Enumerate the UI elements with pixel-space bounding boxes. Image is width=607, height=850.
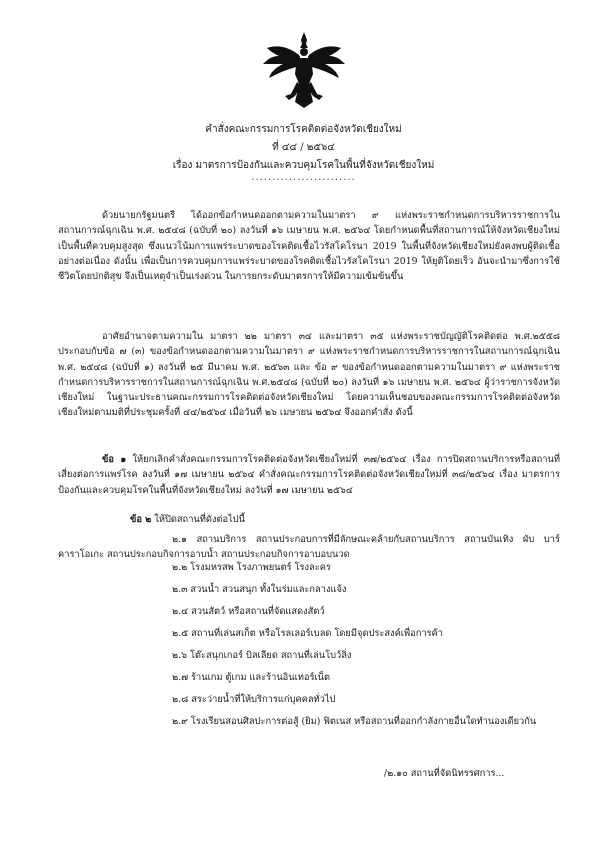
garuda-emblem-icon (261, 30, 347, 110)
clause-1-label: ข้อ ๑ (102, 454, 127, 465)
list-item: ๒.๓ สวนน้ำ สวนสนุก ทั้งในร่มและกลางแจ้ง (172, 584, 347, 595)
list-item: ๒.๙ โรงเรียนสอนศิลปะการต่อสู้ (ยิม) ฟิตเนส หรือสถานที่ออกกำลังกายอื่นใดทำนองเดียวกัน (172, 716, 537, 727)
paragraph-clause-2 (130, 512, 245, 527)
header-separator: ......................... (251, 172, 356, 183)
page-continuation-footer: /๒.๑๐ สถานที่จัดนิทรรศการ... (384, 768, 505, 779)
list-item: ๒.๘ สระว่ายน้ำที่ให้บริการแก่บุคคลทั่วไป (172, 694, 336, 705)
list-item: ๒.๖ โต๊ะสนุกเกอร์ บิลเลียด สถานที่เล่นโบว์ลิ่ง (172, 650, 352, 661)
paragraph-authority: อาศัยอำนาจตามความใน มาตรา ๒๒ มาตรา ๓๔ และมาตรา ๓๕ แห่งพระราชบัญญัติโรคติดต่อ พ.ศ.๒๕๕๘ ประกอบกับข้อ ๗ (๓) ของข้อกำหนดออกตามความในมาตรา ๙ แห่งพระราชกำหนดการบริหารราชการในสถานการณ์ฉุกเฉิน พ.ศ. ๒๕๔๘ (ฉบับที่ ๑) ลงวันที่ ๒๕ มีนาคม พ.ศ. ๒๕๖๓ และ ข้อ ๙ ของข้อกำหนดออกตามความในมาตรา ๙ แห่งพระราชกำหนดการบริหารราชการในสถานการณ์ฉุกเฉิน พ.ศ.๒๕๔๘ (ฉบับที่ ๒๐) ลงวันที่ ๑๖ เมษายน พ.ศ. ๒๕๖๔ ผู้ว่าราชการจังหวัดเชียงใหม่ ในฐานะประธานคณะกรรมการโรคติดต่อจังหวัดเชียงใหม่ โดยความเห็นชอบของคณะกรรมการโรคติดต่อจังหวัดเชียงใหม่ตามมติที่ประชุมครั้งที่ ๔๔/๒๕๖๔ เมื่อวันที่ ๒๖ เมษายน ๒๕๖๔ จึงออกคำสั่ง ดังนี้ (58, 331, 560, 419)
list-item: ๒.๑ สถานบริการ สถานประกอบการที่มีลักษณะคล้ายกับสถานบริการ สถานบันเทิง ผับ บาร์ คาราโอเกะ สถานประกอบกิจการอาบน้ำ สถานประกอบกิจการอาบอบนวด (58, 534, 560, 561)
order-title: คำสั่งคณะกรรมการโรคติดต่อจังหวัดเชียงใหม่ (205, 124, 402, 135)
list-item: ๒.๗ ร้านเกม ตู้เกม และร้านอินเทอร์เน็ต (172, 672, 331, 683)
paragraph-preamble: ด้วยนายกรัฐมนตรี ได้ออกข้อกำหนดออกตามความในมาตรา ๙ แห่งพระราชกำหนดการบริหารราชการในสถานการณ์ฉุกเฉิน พ.ศ. ๒๕๔๘ (ฉบับที่ ๒๐) ลงวันที่ ๑๖ เมษายน พ.ศ. ๒๕๖๔ โดยกำหนดพื้นที่สถานการณ์ให้จังหวัดเชียงใหม่เป็นพื้นที่ควบคุมสูงสุด ซึ่งแนวโน้มการแพร่ระบาดของโรคติดเชื้อไวรัสโคโรนา 2019 ในพื้นที่จังหวัดเชียงใหม่ยังคงพบผู้ติดเชื้ออย่างต่อเนื่อง ดังนั้น เพื่อเป็นการควบคุมการแพร่ระบาดของโรคติดเชื้อไวรัสโคโรนา 2019 ให้ยุติโดยเร็ว อันจะนำมาซึ่งการใช้ชีวิตโดยปกติสุข จึงเป็นเหตุจำเป็นเร่งด่วน ในการยกระดับมาตรการให้มีความเข้มข้นขึ้น (58, 210, 560, 283)
list-item: ๒.๒ โรงมหรสพ โรงภาพยนตร์ โรงละคร (172, 562, 331, 573)
paragraph-clause-1 (58, 452, 560, 498)
order-subject: เรื่อง มาตรการป้องกันและควบคุมโรคในพื้นที่จังหวัดเชียงใหม่ (172, 160, 435, 171)
list-item: ๒.๕ สถานที่เล่นสเก็ต หรือโรลเลอร์เบลด โดยมีจุดประสงค์เพื่อการค้า (172, 628, 443, 639)
order-number: ที่ ๔๔ / ๒๕๖๔ (272, 142, 335, 153)
clause-2-text: ให้ปิดสถานที่ดังต่อไปนี้ (154, 514, 246, 525)
clause-1-text: ให้ยกเลิกคำสั่งคณะกรรมการโรคติดต่อจังหวัดเชียงใหม่ที่ ๓๗/๒๕๖๔ เรื่อง การปิดสถานบริการหรือสถานที่เสี่ยงต่อการแพร่โรค ลงวันที่ ๑๗ เมษายน ๒๕๖๔ คำสั่งคณะกรรมการโรคติดต่อจังหวัดเชียงใหม่ที่ ๓๘/๒๕๖๔ เรื่อง มาตรการป้องกันและควบคุมโรคในพื้นที่จังหวัดเชียงใหม่ ลงวันที่ ๑๗ เมษายน ๒๕๖๔ (58, 454, 560, 496)
clause-2-label: ข้อ ๒ (130, 514, 152, 525)
list-item: ๒.๔ สวนสัตว์ หรือสถานที่จัดแสดงสัตว์ (172, 606, 325, 617)
